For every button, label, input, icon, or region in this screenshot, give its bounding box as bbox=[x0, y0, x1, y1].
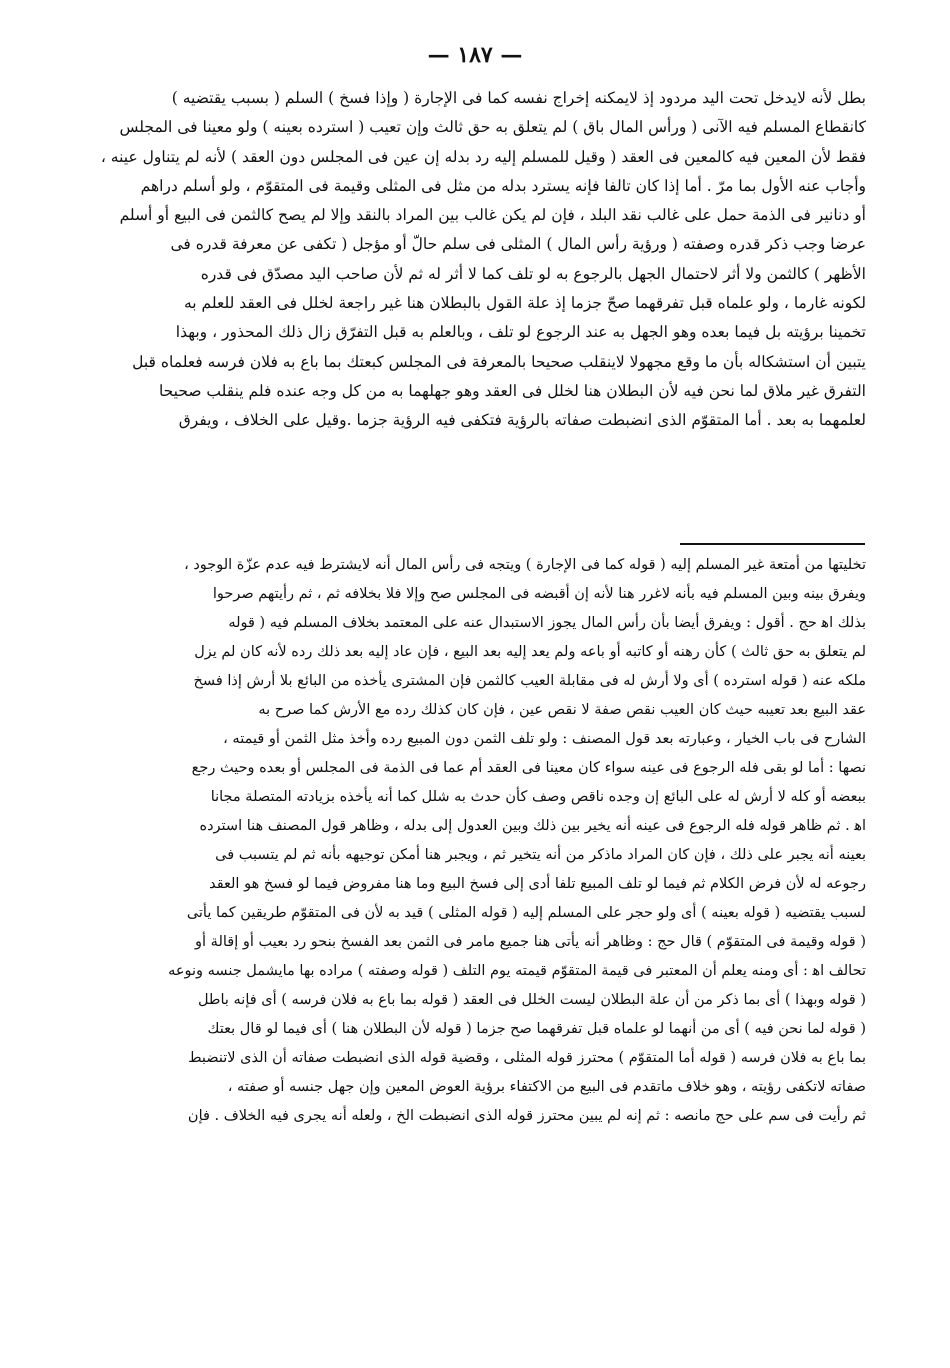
main-text-line: لكونه غارما ، ولو علماه قبل تفرقهما صحّ جزما إذ علة القول بالبطلان هنا غير راجعة لخلل فى العقد للعلم به bbox=[184, 294, 866, 313]
footnotes-block bbox=[60, 551, 866, 1131]
footnote-line: لم يتعلق به حق ثالث ) كأن رهنه أو كاتبه أو باعه ولم يعد إليه بعد البيع ، فإن عاد إليه بعد ذلك رده لأنه كان لم يزل bbox=[194, 644, 866, 660]
footnote-line: بما باع به فلان فرسه ( قوله أما المتقوّم ) محترز قوله المثلى ، وقضية قوله الذى انضبطت صفاته أن الذى لاتنضبط bbox=[188, 1050, 866, 1066]
footnote-line: ملكه عنه ( قوله استرده ) أى ولا أرش له فى مقابلة العيب كالثمن فإن المشترى يأخذه من البائع بلا أرش إذا فسخ bbox=[193, 673, 866, 689]
main-text-line: فقط لأن المعين فيه كالمعين فى العقد ( وقيل للمسلم إليه رد بدله إن عين فى المجلس دون العقد ) لأنه لم يتناول عينه ، bbox=[100, 147, 866, 166]
footnote-line: تخليتها من أمتعة غير المسلم إليه ( قوله كما فى الإجارة ) ويتجه فى رأس المال أنه لايشترط فيه عدم عزّة الوجود ، bbox=[184, 557, 866, 573]
footnote-line: ويفرق بينه وبين المسلم فيه بأنه لاغرر هنا لأنه إن أقبضه فى المجلس صح وإلا فلا بخلافه ثم ، ثم رأيتهم صرحوا bbox=[212, 586, 866, 602]
main-text-line: عرضا وجب ذكر قدره وصفته ( ورؤية رأس المال ) المثلى فى سلم حالّ أو مؤجل ( تكفى عن معرفة قدره فى bbox=[170, 235, 866, 254]
footnote-line: ( قوله وقيمة فى المتقوّم ) قال حج : وظاهر أنه يأتى هنا جميع مامر فى الثمن بعد الفسخ بنحو رد بعيب أو إقالة أو bbox=[195, 934, 866, 950]
footnote-line: عقد البيع بعد تعيبه حيث كان العيب نقص صفة لا نقص عين ، فإن كان كذلك رده مع الأرش كما صرح به bbox=[258, 702, 866, 718]
footnote-line: صفاته لاتكفى رؤيته ، وهو خلاف ماتقدم فى البيع من الاكتفاء برؤية العوض المعين وإن جهل جنسه أو صفته ، bbox=[227, 1079, 866, 1095]
main-text-line: يتبين أن استشكاله بأن ما وقع مجهولا لاينقلب صحيحا بالمعرفة فى المجلس كبعتك بما باع به فلان فرسه فعلماه قبل bbox=[132, 352, 866, 371]
footnote-line: الشارح فى باب الخيار ، وعبارته بعد قول المصنف : ولو تلف الثمن دون المبيع رده وأخذ مثل الثمن أو قيمته ، bbox=[223, 731, 866, 747]
footnote-line: ( قوله وبهذا ) أى بما ذكر من أن علة البطلان ليست الخلل فى العقد ( قوله بما باع به فلان فرسه ) أى فإنه باطل bbox=[197, 992, 866, 1008]
main-text-line: أو دنانير فى الذمة حمل على غالب نقد البلد ، فإن لم يكن غالب بين المراد بالنقد وإلا لم يصح كالثمن فى البيع أو أسلم bbox=[119, 206, 866, 225]
footnote-line: نصها : أما لو بقى فله الرجوع فى عينه سواء كان معينا فى العقد أم عما فى الذمة فى المجلس أو بعده وحيث رجع bbox=[191, 760, 866, 776]
page-number: — ١٨٧ — bbox=[427, 42, 523, 68]
footnote-line: بعينه أنه يجبر على ذلك ، فإن كان المراد ماذكر من أنه يتخير ثم ، ويجبر هنا أمكن توجيهه بأنه ثم لم يتسبب فى bbox=[215, 847, 866, 863]
main-text-line: بطل لأنه لايدخل تحت اليد مردود إذ لايمكنه إخراج نفسه كما فى الإجارة ( وإذا فسخ ) السلم ( بسبب يقتضيه ) bbox=[171, 89, 866, 107]
main-text-line: تخمينا برؤيته بل فيما بعده وهو الجهل به عند الرجوع لو تلف ، وبالعلم به قبل التفرّق زال ذلك المحذور ، وبهذا bbox=[175, 323, 866, 342]
footnote-divider bbox=[680, 543, 865, 545]
footnote-line: ببعضه أو كله لا أرش له على البائع إن وجده ناقص وصف كأن حدث به شلل كما أنه يأخذه بزيادته المتصلة مجانا bbox=[210, 789, 866, 805]
main-text-line: لعلمهما به بعد . أما المتقوّم الذى انضبطت صفاته بالرؤية فتكفى فيه الرؤية جزما .وقيل على الخلاف ، ويفرق bbox=[178, 411, 866, 430]
footnote-line: ( قوله لما نحن فيه ) أى من أنهما لو علماه قبل تفرقهما صح جزما ( قوله لأن البطلان هنا ) أى فيما لو قال بعتك bbox=[207, 1021, 866, 1037]
footnote-line: لسبب يقتضيه ( قوله بعينه ) أى ولو حجر على المسلم إليه ( قوله المثلى ) قيد به لأن فى المتقوّم طريقين كما يأتى bbox=[186, 905, 866, 921]
main-text-line: الأظهر ) كالثمن ولا أثر لاحتمال الجهل بالرجوع به لو تلف كما لا أثر له ثم لأن صاحب اليد مصدّق فى قدره bbox=[200, 264, 866, 283]
footnote-line: رجوعه له لأن فرض الكلام ثم فيما لو تلف المبيع تلفا أدى إلى فسخ البيع وما هنا مفروض فيما لو فسخ هو العقد bbox=[209, 876, 866, 892]
footnote-line: ثم رأيت فى سم على حج مانصه : ثم إنه لم يبين محترز قوله الذى انضبطت الخ ، ولعله أنه يجرى فيه الخلاف . فإن bbox=[187, 1108, 866, 1124]
main-text-line: وأجاب عنه الأول بما مرّ . أما إذا كان تالفا فإنه يسترد بدله من مثل فى المثلى وقيمة فى المتقوّم ، ولو أسلم دراهم bbox=[140, 176, 866, 195]
footnote-line: اﻫ . ثم ظاهر قوله فله الرجوع فى عينه أنه يخير بين ذلك وبين العدول إلى بدله ، وظاهر قول المصنف هنا استرده bbox=[199, 818, 866, 834]
footnote-line: بذلك اﻫ حج . أقول : ويفرق أيضا بأن رأس المال يجوز الاستبدال عنه على المعتمد بخلاف المسلم فيه ( قوله bbox=[228, 615, 866, 631]
footnote-line: تحالف اﻫ : أى ومنه يعلم أن المعتبر فى قيمة المتقوّم قيمته يوم التلف ( قوله وصفته ) مراده بها مايشمل جنسه ونوعه bbox=[168, 963, 866, 979]
main-text-line: التفرق غير ملاق لما نحن فيه لأن البطلان هنا لخلل فى العقد وهو جهلهما به من كل وجه عنده فلم ينقلب صحيحا bbox=[158, 381, 866, 400]
main-text-block bbox=[60, 84, 866, 436]
main-text-line: كانقطاع المسلم فيه الآنى ( ورأس المال باق ) لم يتعلق به حق ثالث وإن تعيب ( استرده بعينه ) ولو معينا فى المجلس bbox=[119, 118, 866, 137]
